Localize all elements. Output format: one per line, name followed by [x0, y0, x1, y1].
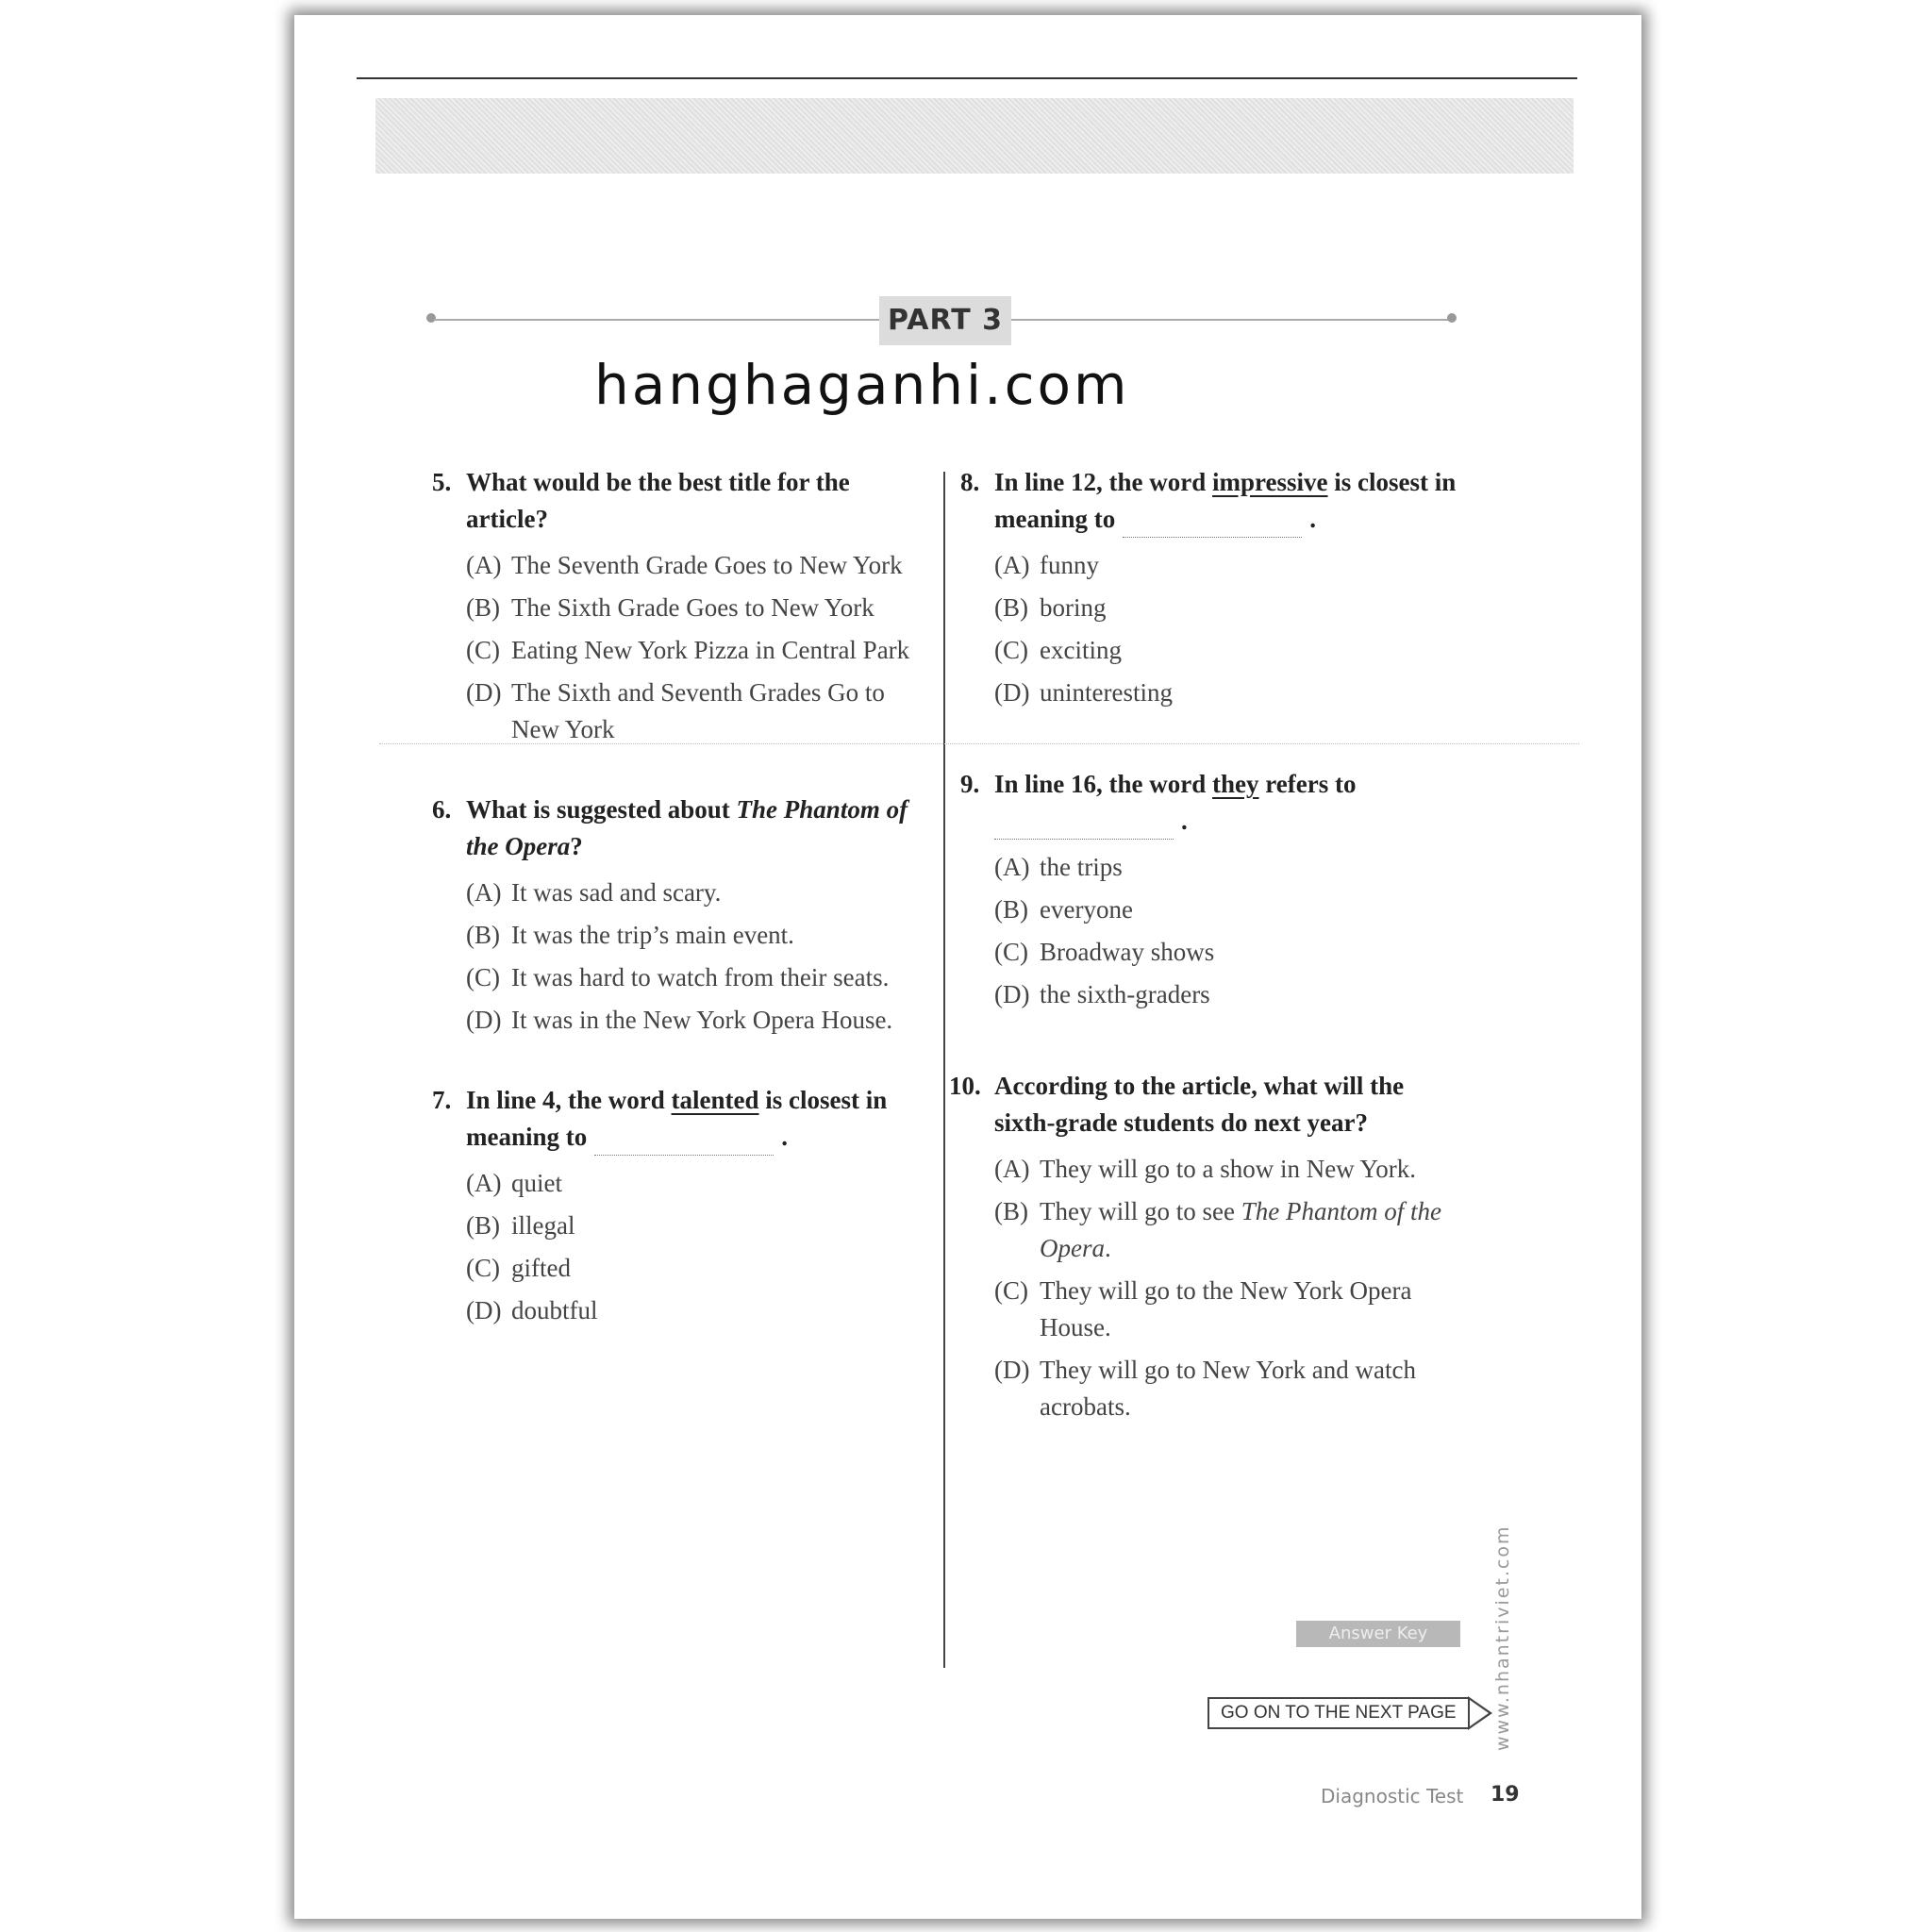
- answer-key-label: Answer Key: [1296, 1621, 1460, 1647]
- part-line-left-dot: [426, 313, 436, 323]
- top-rule: [357, 77, 1577, 79]
- footer-label: Diagnostic Test: [1321, 1785, 1464, 1807]
- option-d[interactable]: (D) The Sixth and Seventh Grades Go to New York: [466, 678, 885, 743]
- answer-blank: [594, 1128, 774, 1156]
- option-b[interactable]: (B) everyone: [994, 895, 1133, 924]
- question-6: [432, 791, 932, 1039]
- question-stem: What is suggested about The Phantom of the Opera?: [466, 795, 908, 860]
- option-d[interactable]: (D) It was in the New York Opera House.: [466, 1006, 893, 1034]
- part-line-right-dot: [1447, 313, 1457, 323]
- column-divider: [943, 472, 945, 1668]
- question-8: [960, 464, 1460, 711]
- option-a[interactable]: (A) They will go to a show in New York.: [994, 1155, 1416, 1183]
- option-d[interactable]: (D) doubtful: [466, 1296, 598, 1324]
- option-b[interactable]: (B) illegal: [466, 1211, 575, 1240]
- header-band: [375, 98, 1574, 174]
- option-c[interactable]: (C) gifted: [466, 1254, 571, 1282]
- option-a[interactable]: (A) funny: [994, 551, 1099, 579]
- option-c[interactable]: (C) Eating New York Pizza in Central Park: [466, 636, 910, 664]
- question-10: [949, 1068, 1460, 1425]
- option-d[interactable]: (D) uninteresting: [994, 678, 1173, 707]
- question-9: [960, 766, 1460, 1013]
- right-column: [949, 464, 1460, 1469]
- question-number: 6.: [432, 795, 452, 824]
- next-page-label: GO ON TO THE NEXT PAGE: [1208, 1697, 1470, 1729]
- option-a[interactable]: (A) It was sad and scary.: [466, 878, 722, 907]
- question-number: 8.: [960, 468, 980, 496]
- watermark: hanghaganhi.com: [594, 353, 1130, 417]
- part-label: PART 3: [879, 296, 1011, 345]
- document-page: [294, 15, 1641, 1919]
- question-5: [432, 464, 932, 748]
- question-number: 10.: [949, 1072, 981, 1100]
- question-stem: According to the article, what will the sixth-grade students do next year?: [994, 1072, 1405, 1137]
- question-number: 7.: [432, 1086, 452, 1114]
- option-a[interactable]: (A) quiet: [466, 1169, 562, 1197]
- option-b[interactable]: (B) It was the trip’s main event.: [466, 921, 794, 949]
- question-stem: In line 12, the word impressive is closest in meaning to .: [994, 464, 1460, 538]
- next-page-button[interactable]: [1208, 1696, 1492, 1730]
- part-line-left: [434, 319, 879, 321]
- question-stem: What would be the best title for the article?: [466, 468, 850, 533]
- side-url: www.nhantriviet.com: [1492, 1524, 1513, 1751]
- arrow-right-icon: [1468, 1696, 1492, 1730]
- question-number: 5.: [432, 468, 452, 496]
- option-a[interactable]: (A) the trips: [994, 853, 1123, 881]
- question-stem: In line 4, the word talented is closest in meaning to .: [466, 1082, 932, 1156]
- part-line-right: [1011, 319, 1451, 321]
- question-7: [432, 1082, 932, 1329]
- answer-blank: [1123, 510, 1302, 538]
- left-column: [432, 464, 932, 1373]
- answer-blank: [994, 812, 1174, 840]
- question-number: 9.: [960, 770, 980, 798]
- page-number: 19: [1491, 1783, 1520, 1807]
- option-d[interactable]: (D) the sixth-graders: [994, 980, 1210, 1008]
- option-c[interactable]: (C) It was hard to watch from their seats.: [466, 963, 890, 991]
- option-c[interactable]: (C) Broadway shows: [994, 938, 1215, 966]
- option-a[interactable]: (A) The Seventh Grade Goes to New York: [466, 551, 903, 579]
- option-d[interactable]: (D) They will go to New York and watch acrobats.: [994, 1356, 1416, 1421]
- option-b[interactable]: (B) They will go to see The Phantom of the Opera.: [994, 1197, 1441, 1262]
- option-c[interactable]: (C) exciting: [994, 636, 1122, 664]
- option-b[interactable]: (B) boring: [994, 593, 1107, 622]
- option-b[interactable]: (B) The Sixth Grade Goes to New York: [466, 593, 874, 622]
- option-c[interactable]: (C) They will go to the New York Opera House.: [994, 1276, 1412, 1341]
- question-stem: In line 16, the word they refers to .: [994, 766, 1460, 840]
